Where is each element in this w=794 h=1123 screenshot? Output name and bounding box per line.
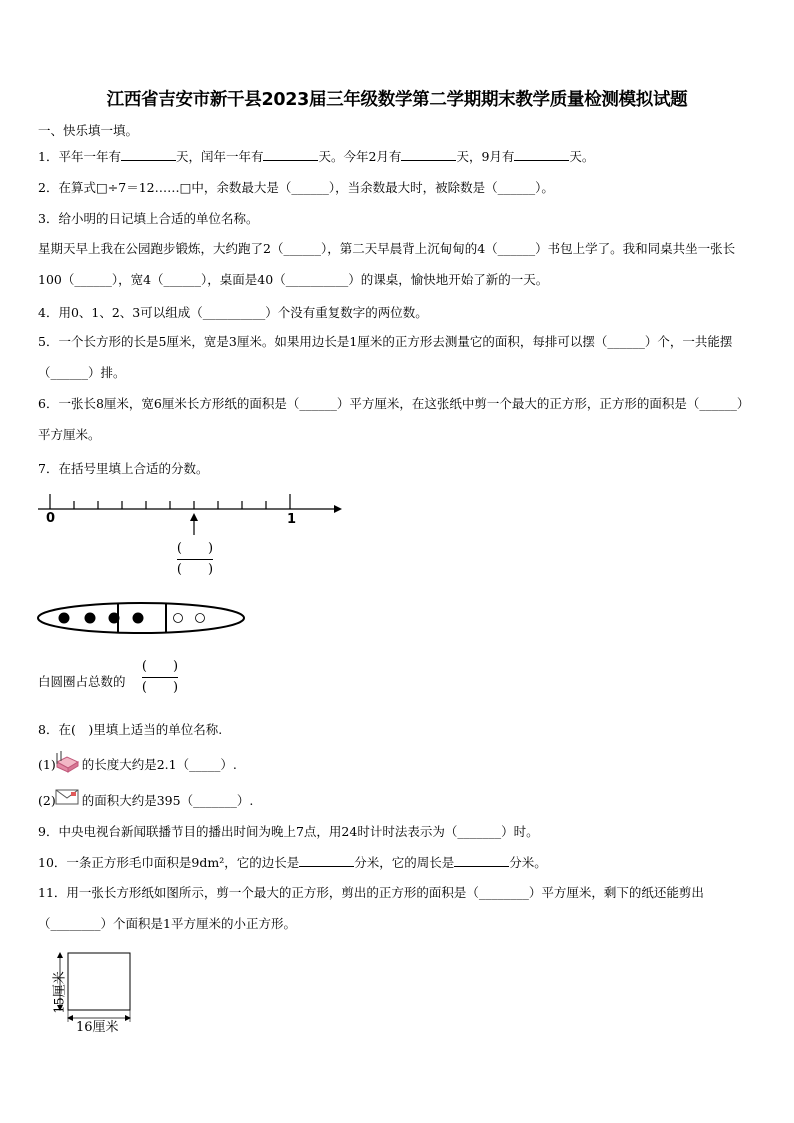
question-1: 1．平年一年有 天，闰年一年有 天。今年2月有 天，9月有 天。 <box>38 149 595 164</box>
bed-icon <box>54 750 80 772</box>
number-line-fraction[interactable]: ( ) ( ) <box>176 541 214 577</box>
filled-dot <box>59 613 69 623</box>
width-label: 16厘米 <box>76 1020 119 1035</box>
empty-dot <box>196 614 205 623</box>
question-5: 5．一个长方形的长是5厘米，宽是3厘米。如果用边长是1厘米的正方形去测量它的面积，每排可以摆（______）个，一共能摆（______）排。 <box>38 334 733 380</box>
blank[interactable] <box>454 854 509 867</box>
number-line-ticks <box>50 494 290 509</box>
question-8: 8．在( )里填上适当的单位名称. <box>38 722 223 737</box>
circles-fraction[interactable]: ( ) ( ) <box>141 659 179 695</box>
empty-dot <box>174 614 183 623</box>
blank[interactable] <box>514 148 569 161</box>
dots-ellipse <box>36 600 246 636</box>
question-3-text: 星期天早上我在公园跑步锻炼，大约跑了2（______），第二天早晨背上沉甸甸的4（______）书包上学了。我和同桌共坐一张长100（______），宽4（______），桌面是40（__________）的课桌，愉快地开始了新的一天。 <box>38 241 736 287</box>
blank[interactable] <box>263 148 318 161</box>
envelope-icon <box>55 789 79 805</box>
blank[interactable] <box>299 854 354 867</box>
section-heading: 一、快乐填一填。 <box>38 123 139 138</box>
blank[interactable] <box>121 148 176 161</box>
dots-group <box>59 613 205 623</box>
question-4: 4．用0、1、2、3可以组成（__________）个没有重复数字的两位数。 <box>38 305 428 320</box>
question-2: 2．在算式□÷7＝12……□中，余数最大是（______），当余数最大时，被除数是（______）。 <box>38 180 554 195</box>
question-7: 7．在括号里填上合适的分数。 <box>38 461 209 476</box>
question-6: 6．一张长8厘米，宽6厘米长方形纸的面积是（______）平方厘米，在这张纸中剪一个最大的正方形，正方形的面积是（______）平方厘米。 <box>38 396 750 442</box>
blank[interactable] <box>401 148 456 161</box>
question-8-2: (2) 的面积大约是395（_______）. <box>38 793 254 808</box>
question-3: 3．给小明的日记填上合适的单位名称。 <box>38 211 259 226</box>
number-line-end-label: 1 <box>287 512 297 527</box>
filled-dot <box>85 613 95 623</box>
height-label: 15厘米 <box>52 971 68 1014</box>
filled-dot <box>133 613 143 623</box>
page-title: 江西省吉安市新干县2023届三年级数学第二学期期末教学质量检测模拟试题 <box>106 90 688 110</box>
arrow-up-icon <box>188 513 200 535</box>
number-line-start-label: 0 <box>46 511 56 526</box>
filled-dot <box>109 613 119 623</box>
question-11: 11．用一张长方形纸如图所示，剪一个最大的正方形，剪出的正方形的面积是（________）平方厘米，剩下的纸还能剪出（________）个面积是1平方厘米的小正方形。 <box>38 885 704 931</box>
question-9: 9．中央电视台新闻联播节目的播出时间为晚上7点，用24时计时法表示为（_______）时。 <box>38 824 539 839</box>
question-10: 10．一条正方形毛巾面积是9dm²，它的边长是 分米，它的周长是 分米。 <box>38 855 547 870</box>
circles-label: 白圆圈占总数的 <box>38 674 126 689</box>
question-8-1: (1) 的长度大约是2.1（_____）. <box>38 757 237 772</box>
